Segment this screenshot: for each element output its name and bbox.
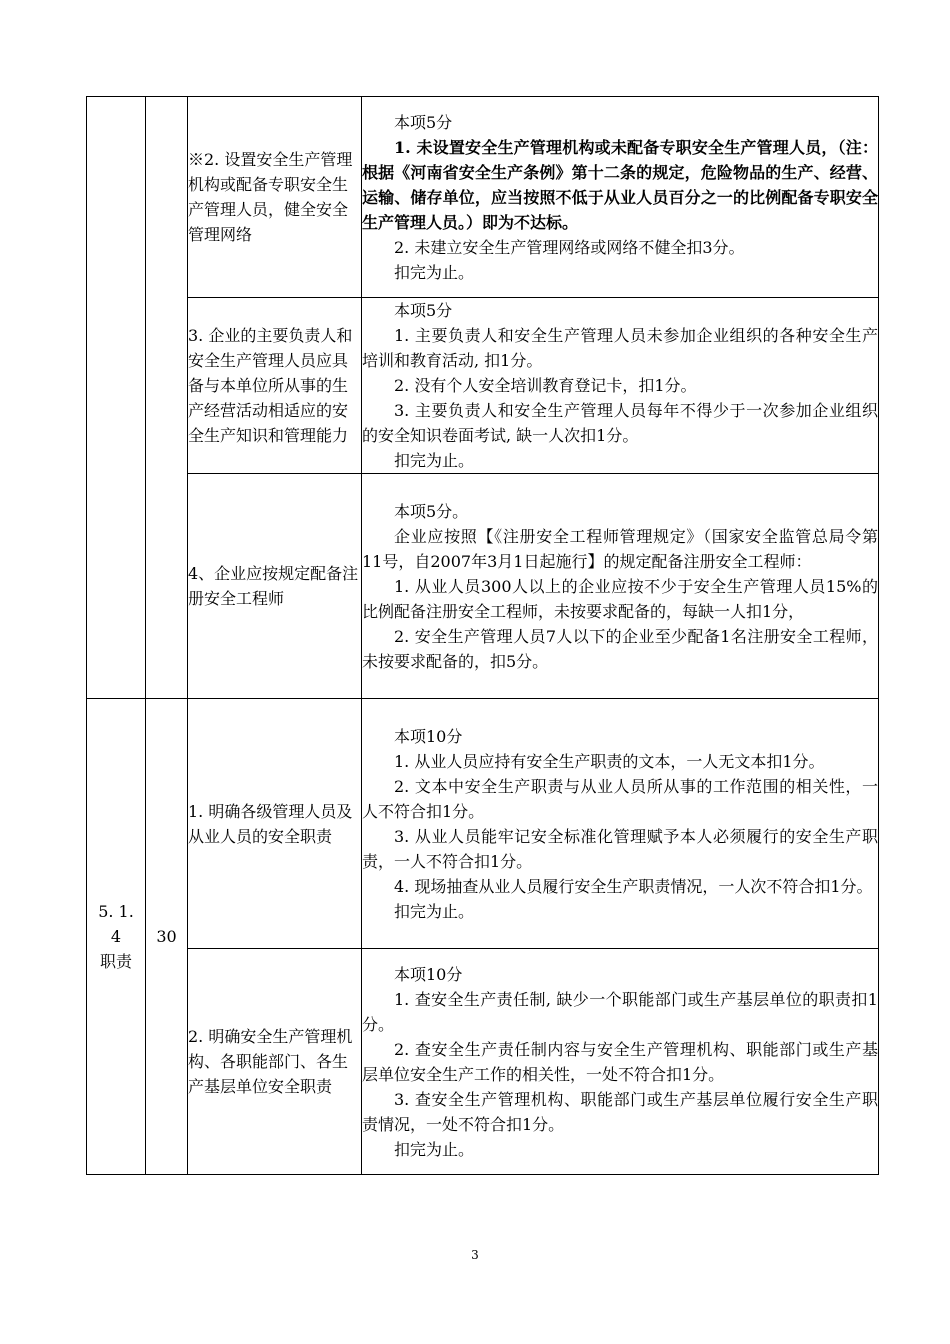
criteria-cell [362,699,879,949]
criteria-line: 2. 没有个人安全培训教育登记卡，扣1分。 [394,376,697,395]
criteria-line: 扣完为止。 [394,451,475,470]
section-cell-empty [87,97,146,699]
criteria-line: 本项5分 [394,112,453,132]
criteria-cell [362,298,879,474]
criteria-line: 3. 查安全生产管理机构、职能部门或生产基层单位履行安全生产职责情况，一处不符合扣1分。 [362,1089,878,1134]
criteria-line: 扣完为止。 [394,1139,475,1159]
assessment-table [86,96,879,1175]
criteria-cell [362,949,879,1175]
criteria-cell [362,474,879,699]
item-label: 1. 明确各级管理人员及从业人员的安全职责 [188,699,362,949]
criteria-line: 1. 未设置安全生产管理机构或未配备专职安全生产管理人员，（注：根据《河南省安全生产条例》第十二条的规定，危险物品的生产、经营、运输、储存单位，应当按照不低于从业人员百分之一的比例配备专职安全生产管理人员。）即为不达标。 [362,137,878,232]
criteria-line: 本项5分。 [394,501,469,521]
item-label: 2. 明确安全生产管理机构、各职能部门、各生产基层单位安全职责 [188,949,362,1175]
criteria-line: 4. 现场抽查从业人员履行安全生产职责情况，一人次不符合扣1分。 [394,876,873,896]
criteria-line: 2. 查安全生产责任制内容与安全生产管理机构、职能部门或生产基层单位安全生产工作的相关性，一处不符合扣1分。 [362,1039,878,1084]
section-title: 职责 [99,952,132,971]
criteria-line: 本项5分 [394,301,453,320]
criteria-line: 1. 从业人员应持有安全生产职责的文本，一人无文本扣1分。 [394,751,825,771]
criteria-line: 扣完为止。 [394,262,475,282]
section-code: 4 [110,927,122,946]
table-row [87,97,879,298]
criteria-line: 2. 安全生产管理人员7人以下的企业至少配备1名注册安全工程师，未按要求配备的，扣5分。 [362,626,878,671]
score-cell-empty [146,97,188,699]
criteria-line: 企业应按照【《注册安全工程师管理规定》（国家安全监管总局令第11号，自2007年3月1日起施行】的规定配备注册安全工程师： [362,526,878,571]
item-label: 4、企业应按规定配备注册安全工程师 [188,474,362,699]
criteria-line: 本项10分 [394,964,463,984]
criteria-cell [362,97,879,298]
criteria-line: 3. 从业人员能牢记安全标准化管理赋予本人必须履行的安全生产职责，一人不符合扣1分。 [362,826,878,871]
page-number: 3 [471,1248,479,1262]
criteria-line: 2. 文本中安全生产职责与从业人员所从事的工作范围的相关性，一人不符合扣1分。 [362,776,878,821]
table-row [87,298,879,474]
table-row [87,474,879,699]
criteria-line: 1. 主要负责人和安全生产管理人员未参加企业组织的各种安全生产培训和教育活动, 扣1分。 [362,326,878,370]
criteria-line: 1. 从业人员300人以上的企业应按不少于安全生产管理人员15%的比例配备注册安全工程师，未按要求配备的，每缺一人扣1分， [362,576,878,621]
criteria-line: 3. 主要负责人和安全生产管理人员每年不得少于一次参加企业组织的安全知识卷面考试, 缺一人次扣1分。 [362,401,878,445]
section-code: 5. 1. [98,902,134,921]
criteria-line: 扣完为止。 [394,901,475,921]
section-code-cell [87,699,146,1175]
item-label: ※2. 设置安全生产管理机构或配备专职安全生产管理人员，健全安全管理网络 [188,97,362,298]
criteria-line: 1. 查安全生产责任制, 缺少一个职能部门或生产基层单位的职责扣1分。 [362,989,878,1034]
item-label: 3. 企业的主要负责人和安全生产管理人员应具备与本单位所从事的生产经营活动相适应的安全生产知识和管理能力 [188,298,362,474]
criteria-line: 本项10分 [394,726,463,746]
section-score: 30 [146,699,188,1175]
criteria-line: 2. 未建立安全生产管理网络或网络不健全扣3分。 [394,237,745,257]
table-row [87,699,879,949]
table-row [87,949,879,1175]
